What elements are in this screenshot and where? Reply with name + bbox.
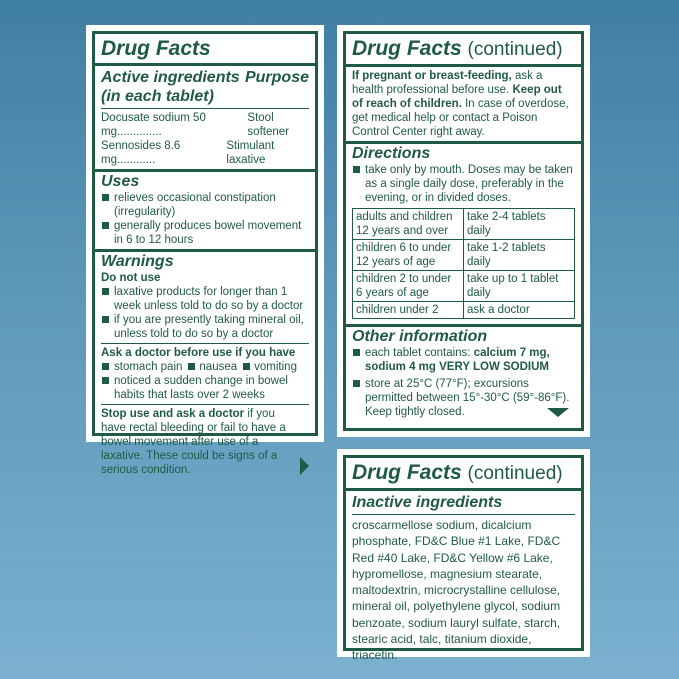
list-item: [101, 219, 309, 247]
table-row: [353, 271, 575, 302]
bullet-icon: [102, 377, 109, 384]
drug-facts-panel-3: [337, 449, 590, 663]
list-item: [352, 346, 575, 374]
ingredient-row: [101, 111, 309, 139]
bullet-icon: [188, 363, 195, 370]
list-item: [352, 377, 575, 405]
panel-title: [352, 37, 575, 62]
keep-out-bold: Keep out of reach of children.: [352, 84, 562, 110]
ingredient-name: Docusate sodium 50 mg..............: [101, 112, 206, 138]
drug-facts-panel-1: [86, 25, 324, 476]
age-cell: children 2 to under 6 years of age: [353, 271, 464, 302]
list-item-text: relieves occasional constipation (irregularity): [114, 192, 276, 218]
ask-doctor-heading: Ask a doctor before use if you have: [101, 347, 296, 359]
list-item: [101, 360, 309, 374]
ingredient-name: Sennosides 8.6 mg............: [101, 140, 181, 166]
continued-label: (continued): [467, 463, 563, 484]
inactive-ingredients-heading: Inactive ingredients: [352, 494, 503, 511]
ingredient-row: [101, 139, 309, 167]
dose-cell: ask a doctor: [464, 302, 575, 319]
list-item-text: noticed a sudden change in bowel habits that lasts over 2 weeks: [114, 375, 288, 401]
table-row: [353, 302, 575, 319]
stop-use-text: if you have rectal bleeding or fail to have a bowel movement after use of a laxative. These could be signs of a serious condition.: [101, 408, 286, 476]
panel-title-text: Drug Facts: [352, 461, 462, 484]
list-item: [352, 163, 575, 205]
panel-title-text: Drug Facts: [352, 37, 462, 60]
list-item-text: stomach pain: [114, 361, 183, 373]
bullet-icon: [353, 349, 360, 356]
directions-heading: Directions: [352, 145, 431, 162]
divider: [346, 141, 581, 144]
list-item: [101, 313, 309, 341]
pregnancy-text: ask a health professional before use.: [352, 70, 543, 96]
active-ingredients-subheading: (in each tablet): [101, 88, 214, 105]
list-item: [101, 374, 309, 402]
table-row: [353, 240, 575, 271]
list-item-text: laxative products for longer than 1 week unless told to do so by a doctor: [114, 286, 304, 312]
list-item-text: generally produces bowel movement in 6 to 12 hours: [114, 220, 302, 246]
divider: [346, 324, 581, 327]
pregnancy-paragraph: [352, 69, 575, 139]
list-item: [101, 191, 309, 219]
list-item-text: [365, 346, 575, 374]
other-information-heading: Other information: [352, 328, 488, 345]
age-cell: adults and children 12 years and over: [353, 209, 464, 240]
bullet-icon: [102, 363, 109, 370]
uses-heading: Uses: [101, 173, 140, 190]
divider: [352, 514, 575, 515]
panel-title: [352, 461, 575, 486]
list-item-text: nausea: [199, 361, 238, 373]
divider: [95, 63, 315, 66]
warnings-heading: Warnings: [101, 253, 174, 270]
divider: [101, 404, 309, 405]
bullet-icon: [102, 288, 109, 295]
dose-cell: take up to 1 tablet daily: [464, 271, 575, 302]
divider: [95, 169, 315, 172]
inactive-ingredients-text: croscarmellose sodium, dicalcium phosphate, FD&C Blue #1 Lake, FD&C Red #40 Lake, FD&C Yellow #6 Lake, hypromellose, magnesium stearate, maltodextrin, microcrystalline cellulose, mineral oil, polyethylene glycol, sodium benzoate, sodium lauryl sulfate, starch, stearic acid, talc, titanium dioxide, triacetin.: [352, 518, 561, 663]
divider: [101, 343, 309, 344]
age-cell: children 6 to under 12 years of age: [353, 240, 464, 271]
continued-label: (continued): [467, 39, 563, 60]
table-row: [353, 209, 575, 240]
triangle-down-icon: [547, 408, 569, 417]
dosing-table: [352, 208, 575, 319]
triangle-right-icon: [300, 457, 309, 475]
divider: [346, 488, 581, 491]
drug-facts-panel-2: [337, 25, 590, 437]
bullet-icon: [102, 316, 109, 323]
list-item-text: vomiting: [254, 361, 297, 373]
pregnancy-bold: If pregnant or breast-feeding,: [352, 70, 512, 82]
divider: [95, 249, 315, 252]
overdose-text: In case of overdose, get medical help or contact a Poison Control Center right away.: [352, 98, 569, 138]
age-cell: children under 2: [353, 302, 464, 319]
list-item: [101, 285, 309, 313]
list-item-text: take only by mouth. Doses may be taken as a single daily dose, preferably in the evening, or in divided doses.: [365, 164, 573, 204]
panel-title: Drug Facts: [101, 37, 211, 60]
ingredient-purpose: Stool softener: [247, 112, 289, 138]
stop-use-bold: Stop use and ask a doctor: [101, 408, 245, 420]
dose-cell: take 2-4 tablets daily: [464, 209, 575, 240]
other-bold: calcium 7 mg, sodium 4 mg VERY LOW SODIUM: [365, 347, 550, 373]
dose-cell: take 1-2 tablets daily: [464, 240, 575, 271]
bullet-icon: [102, 194, 109, 201]
purpose-heading: Purpose: [244, 69, 309, 86]
active-ingredients-heading: Active ingredients: [101, 69, 240, 86]
ingredient-purpose: Stimulant laxative: [226, 140, 275, 166]
bullet-icon: [353, 380, 360, 387]
divider: [101, 108, 309, 109]
do-not-use-heading: Do not use: [101, 272, 161, 284]
divider: [346, 64, 581, 67]
other-text: each tablet contains:: [365, 347, 474, 359]
stop-use-paragraph: [101, 407, 296, 477]
bullet-icon: [243, 363, 250, 370]
keep-closed-text: Keep tightly closed.: [365, 406, 465, 418]
list-item-text: if you are presently taking mineral oil, unless told to do so by a doctor: [114, 314, 304, 340]
list-item-text: store at 25°C (77°F); excursions permitted between 15°-30°C (59°-86°F).: [365, 378, 570, 404]
bullet-icon: [353, 166, 360, 173]
bullet-icon: [102, 222, 109, 229]
